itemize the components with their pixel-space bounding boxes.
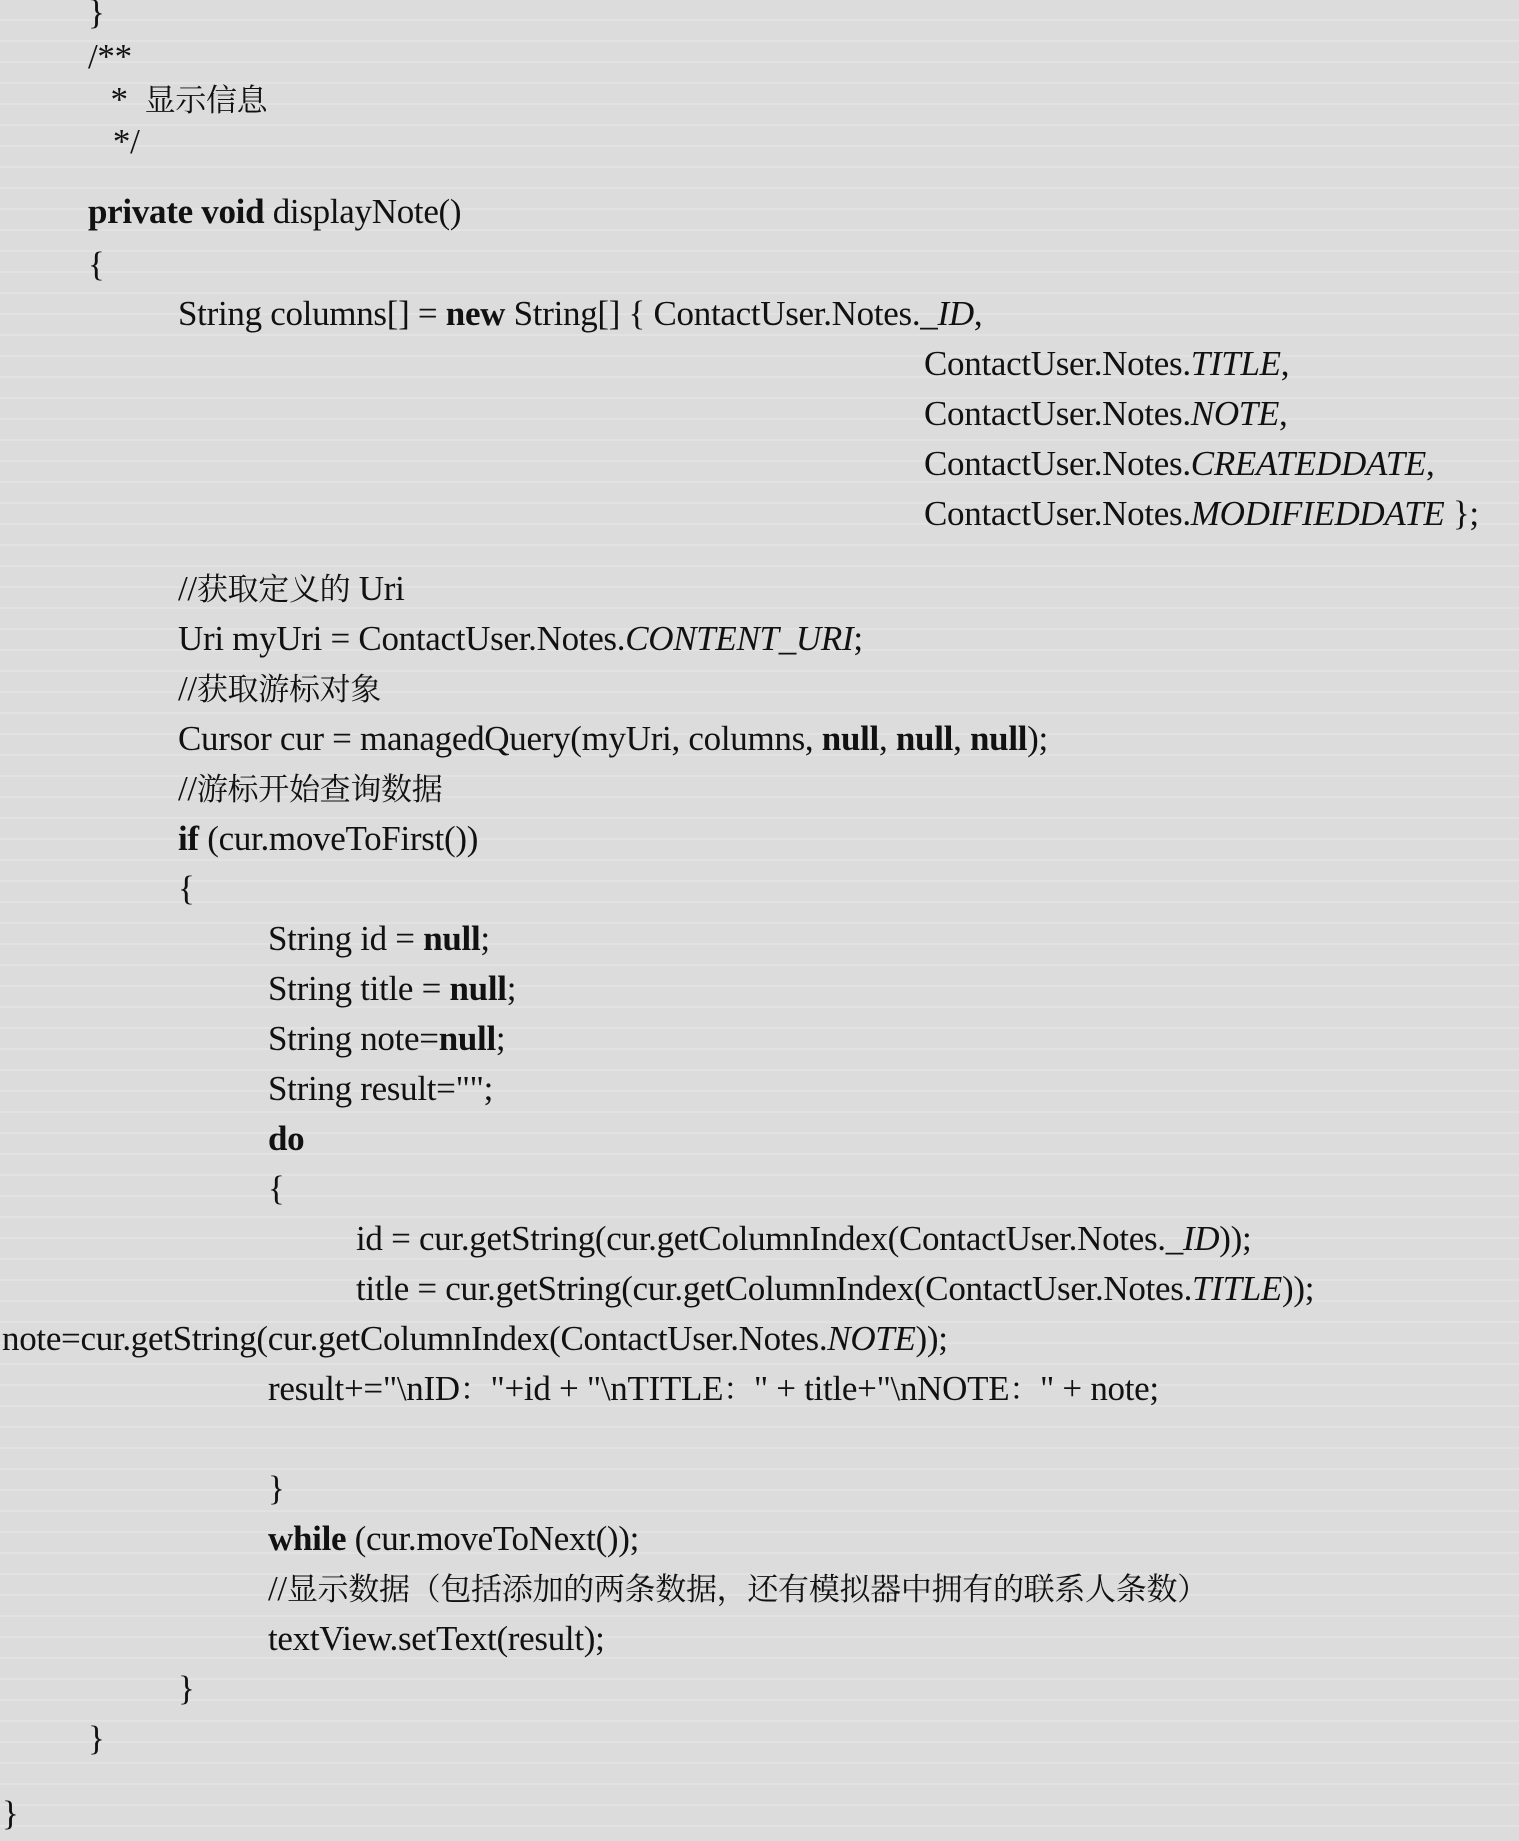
code-keyword: null — [969, 719, 1028, 758]
code-constant: MODIFIEDDATE — [1190, 494, 1445, 533]
code-line — [268, 1018, 505, 1060]
code-constant: _ID — [920, 294, 974, 333]
code-line — [268, 918, 490, 960]
code-text: // — [178, 569, 197, 608]
code-text: // — [268, 1569, 287, 1608]
code-line — [356, 1268, 1314, 1310]
code-text: , — [973, 294, 983, 333]
code-constant: TITLE — [1192, 1269, 1282, 1308]
code-text: title = cur.getString(cur.getColumnIndex(ContactUser.Notes. — [356, 1269, 1193, 1308]
code-text: ; — [480, 919, 490, 958]
code-line — [924, 493, 1479, 535]
code-line — [268, 1468, 285, 1510]
code-text: } — [268, 1469, 285, 1508]
code-text: // — [178, 769, 197, 808]
code-constant: NOTE — [827, 1319, 916, 1358]
code-keyword: null — [423, 919, 481, 958]
code-line — [178, 718, 1048, 760]
code-text: )); — [1219, 1219, 1252, 1258]
code-text: ; — [853, 619, 863, 658]
code-line — [924, 343, 1289, 385]
code-comment-text: ： — [723, 1372, 754, 1408]
code-text: String[] { ContactUser.Notes. — [505, 294, 921, 333]
code-text: ; — [495, 1019, 506, 1058]
code-text: (cur.moveToFirst()) — [198, 819, 479, 858]
code-line — [88, 191, 461, 233]
code-keyword: null — [438, 1019, 496, 1058]
code-text: , — [1426, 444, 1435, 483]
code-text: ); — [1027, 719, 1048, 758]
code-constant: _ID — [1165, 1219, 1220, 1258]
code-line — [178, 568, 405, 610]
code-line — [88, 1718, 105, 1760]
code-comment-text: 获取游标对象 — [196, 672, 382, 708]
code-line — [88, 0, 105, 34]
code-line — [178, 618, 863, 660]
code-text: } — [88, 1719, 105, 1758]
code-text: String result=""; — [268, 1069, 494, 1108]
code-line — [356, 1218, 1251, 1260]
code-text: ContactUser.Notes. — [924, 344, 1191, 383]
code-text: " + note; — [1040, 1369, 1159, 1408]
code-comment-text: ： — [1009, 1372, 1040, 1408]
code-text: , — [1280, 344, 1290, 383]
code-line — [268, 1068, 493, 1110]
code-line — [268, 1168, 285, 1210]
code-text: ContactUser.Notes. — [924, 494, 1191, 533]
code-line — [178, 1668, 195, 1710]
code-text: } — [178, 1669, 195, 1708]
code-text: ContactUser.Notes. — [924, 444, 1191, 483]
code-text: (cur.moveToNext()); — [346, 1519, 640, 1558]
code-line — [924, 393, 1288, 435]
code-line — [88, 36, 132, 78]
code-line — [178, 768, 442, 810]
code-line — [2, 1793, 19, 1835]
code-text: )); — [915, 1319, 948, 1358]
code-text: { — [268, 1169, 285, 1208]
code-constant: CREATEDDATE — [1190, 444, 1426, 483]
code-keyword: while — [268, 1519, 347, 1558]
code-constant: NOTE — [1190, 394, 1280, 433]
code-text: " + title+"\nNOTE — [753, 1369, 1010, 1408]
code-text: } — [2, 1794, 19, 1833]
code-line — [178, 818, 478, 860]
code-line — [268, 1118, 304, 1160]
code-keyword: private void — [88, 192, 265, 231]
code-text: , — [878, 719, 896, 758]
code-text: String columns[] = — [178, 294, 446, 333]
code-text: id = cur.getString(cur.getColumnIndex(ContactUser.Notes. — [356, 1219, 1166, 1258]
code-text: note=cur.getString(cur.getColumnIndex(ContactUser.Notes. — [2, 1319, 828, 1358]
code-keyword: if — [178, 819, 199, 858]
code-line — [268, 1518, 639, 1560]
code-line — [268, 1368, 1159, 1410]
code-line — [96, 121, 140, 163]
code-line — [268, 1568, 1208, 1610]
code-text: )); — [1281, 1269, 1315, 1308]
code-comment-text: 游标开始查询数据 — [196, 772, 443, 808]
code-keyword: do — [268, 1119, 305, 1158]
code-line — [178, 293, 982, 335]
code-keyword: null — [449, 969, 507, 1008]
code-constant: CONTENT_URI — [625, 619, 854, 658]
code-text: String note= — [268, 1019, 439, 1058]
code-line — [924, 443, 1434, 485]
code-text: Uri myUri = ContactUser.Notes. — [178, 619, 626, 658]
code-comment-text: 获取定义的 — [196, 572, 351, 608]
code-text: ; — [506, 969, 517, 1008]
code-text: /** — [88, 37, 132, 76]
code-text: * — [102, 80, 145, 119]
code-line — [178, 868, 195, 910]
code-line — [88, 244, 105, 286]
code-comment-text: 显示信息 — [144, 83, 268, 119]
code-text: String id = — [268, 919, 424, 958]
code-comment-text: 显示数据（包括添加的两条数据，还有模拟器中拥有的联系人条数） — [286, 1572, 1208, 1608]
code-text: }; — [1444, 494, 1479, 533]
code-keyword: new — [445, 294, 506, 333]
code-constant: TITLE — [1190, 344, 1281, 383]
code-line — [268, 968, 516, 1010]
code-text: textView.setText(result); — [268, 1619, 605, 1658]
code-text: */ — [96, 122, 140, 161]
code-line — [102, 79, 267, 121]
code-text: // — [178, 669, 197, 708]
code-line — [178, 668, 381, 710]
code-line — [268, 1618, 605, 1660]
code-text: String title = — [268, 969, 450, 1008]
code-text: } — [88, 0, 105, 32]
code-text: Uri — [350, 569, 405, 608]
code-text: { — [178, 869, 195, 908]
code-line — [2, 1318, 948, 1360]
code-text: Cursor cur = managedQuery(myUri, columns, — [178, 719, 822, 758]
code-keyword: null — [895, 719, 954, 758]
code-text: { — [88, 245, 105, 284]
code-keyword: null — [821, 719, 879, 758]
code-text: result+="\nID — [268, 1369, 460, 1408]
code-text: ContactUser.Notes. — [924, 394, 1191, 433]
code-text: , — [1279, 394, 1288, 433]
code-text: displayNote() — [264, 192, 462, 231]
code-comment-text: ： — [459, 1372, 491, 1408]
code-text: , — [953, 719, 970, 758]
code-text: "+id + "\nTITLE — [490, 1369, 724, 1408]
